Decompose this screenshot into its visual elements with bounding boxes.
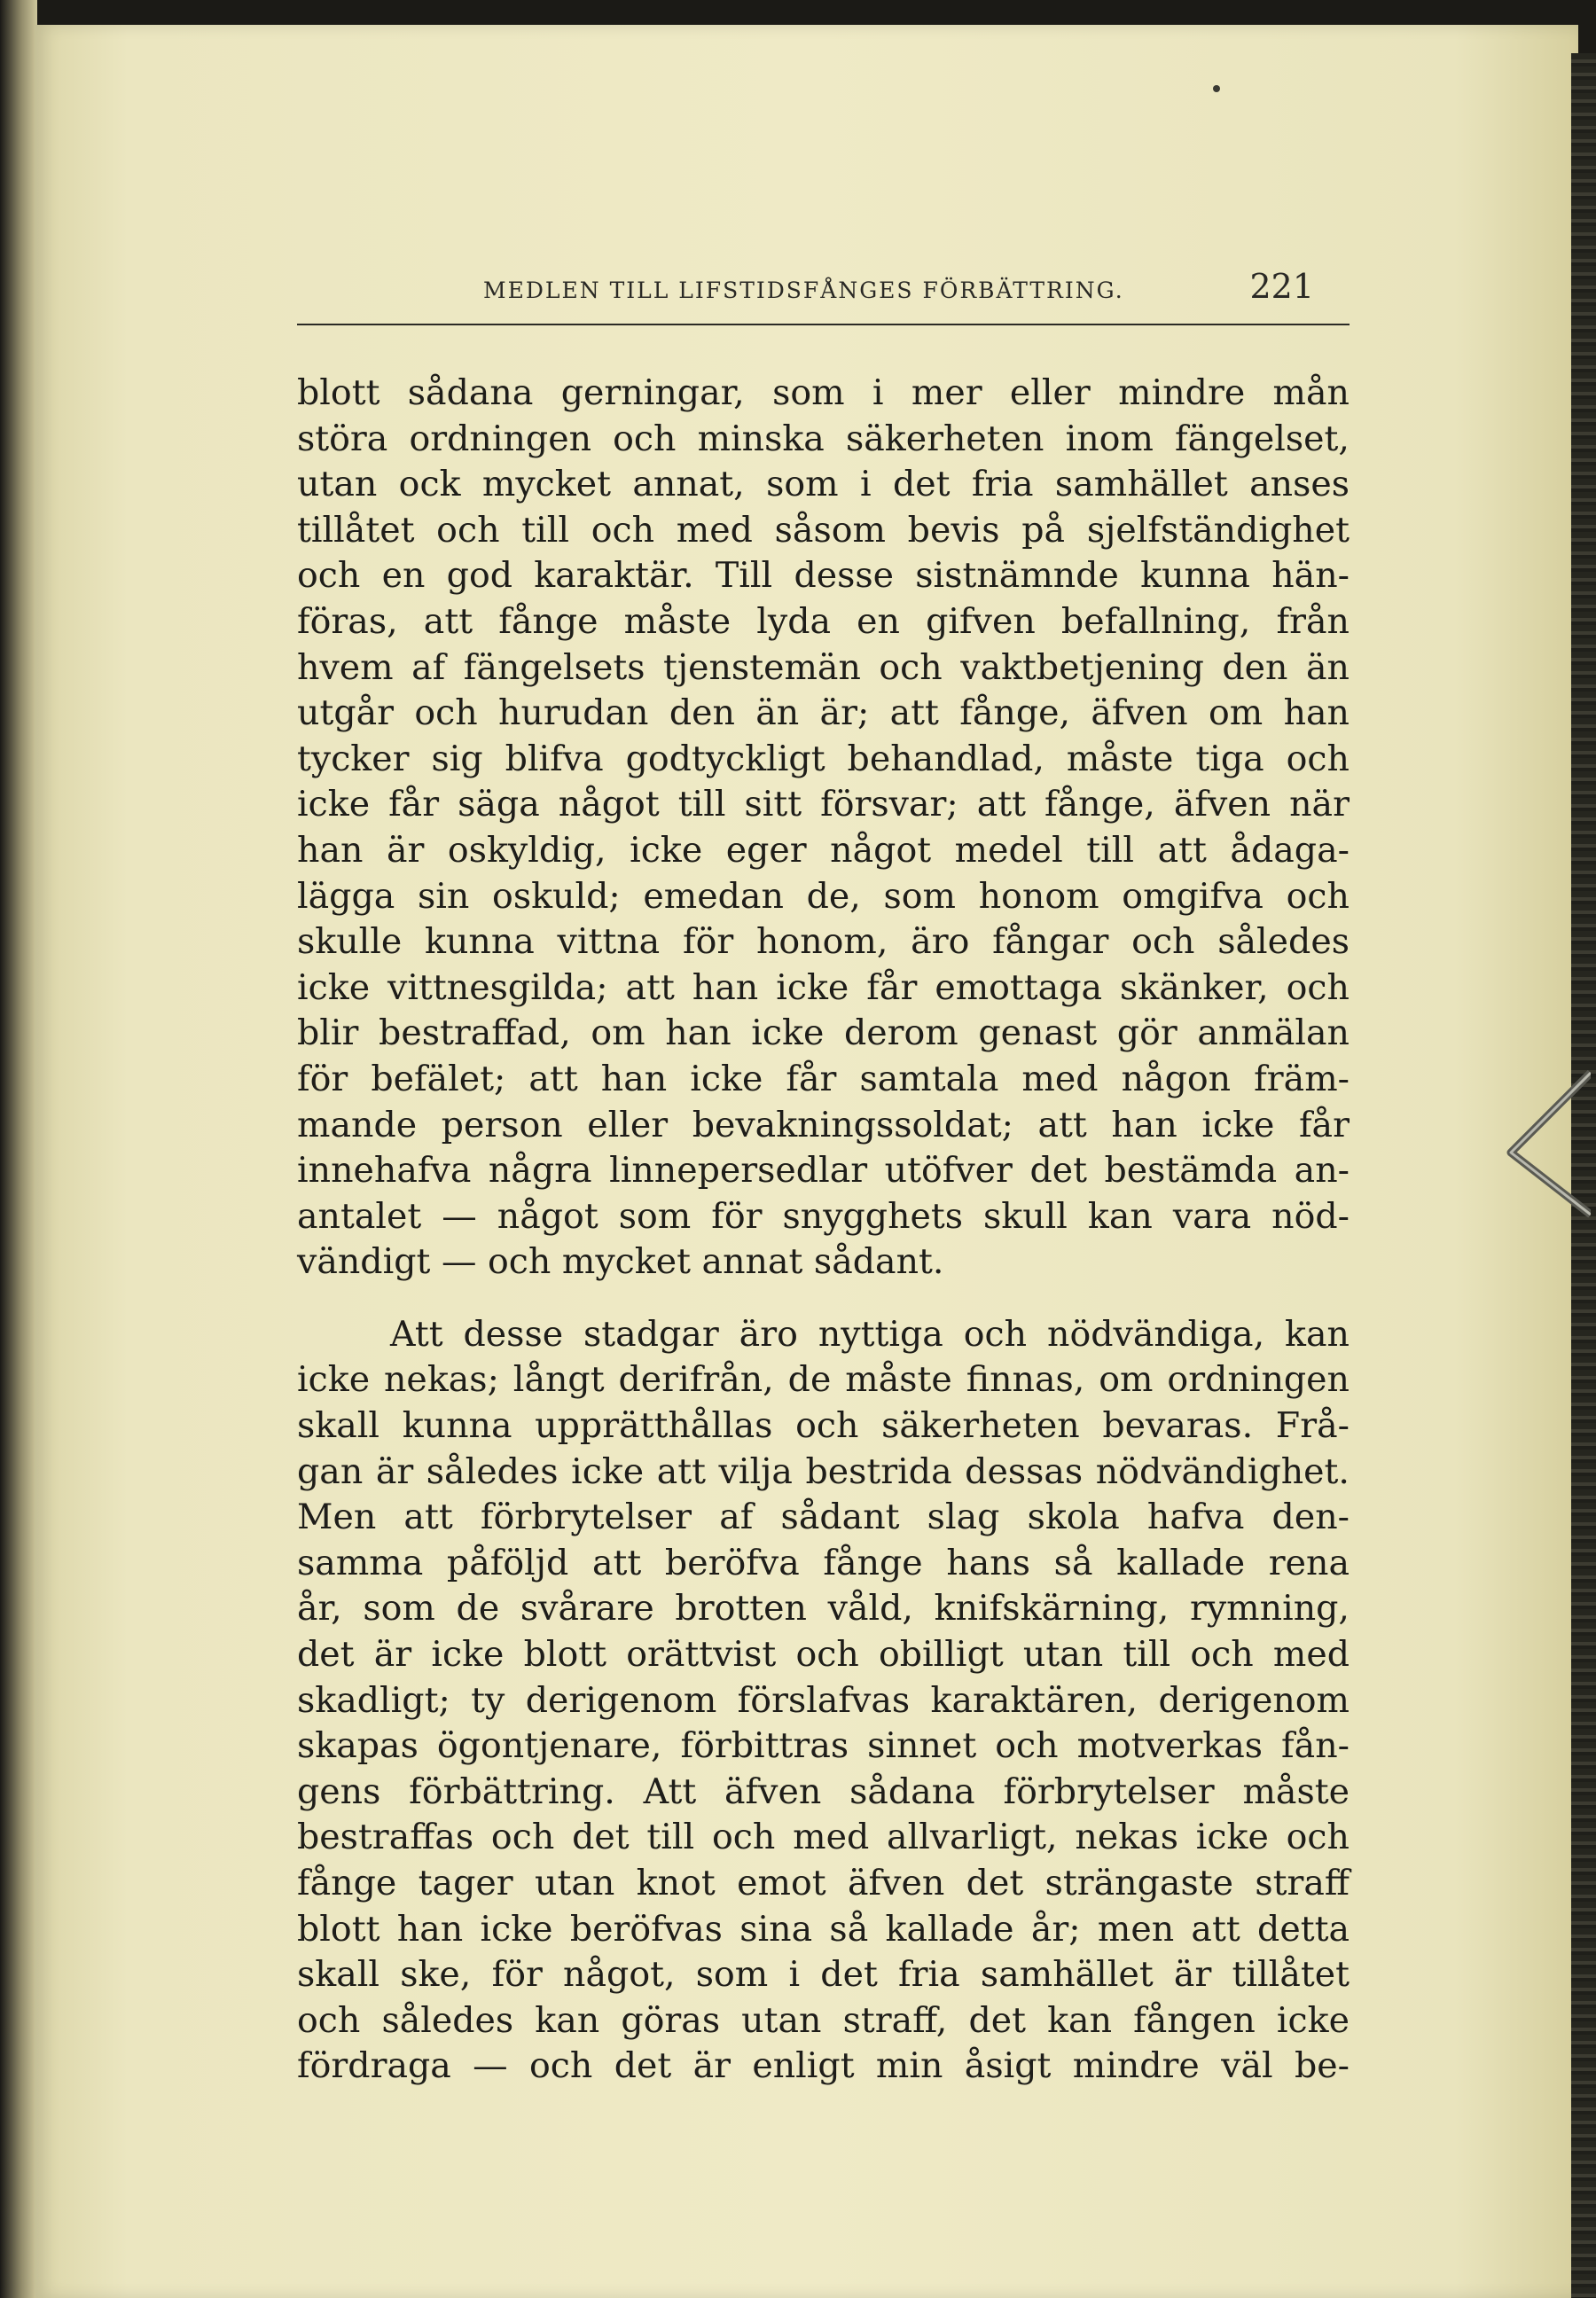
text-line: fånge tager utan knot emot äfven det strängaste straff [297,1863,1350,1903]
text-line: det är icke blott orättvist och obilligt utan till och med [297,1634,1350,1676]
text-line: år, som de svårare brotten våld, knifskärning, rymning, [297,1588,1350,1630]
text-line: blott han icke beröfvas sina så kallade år; men att detta [297,1908,1350,1950]
text-line: mande person eller bevakningssoldat; att han icke får [297,1104,1350,1145]
text-line: skapas ögontjenare, förbittras sinnet och motverkas fån- [297,1725,1350,1767]
clip-icon [1493,1064,1591,1223]
page-number: 221 [1249,267,1314,306]
text-line: fördraga — och det är enligt min åsigt mindre väl be- [297,2045,1350,2087]
text-line: samma påföljd att beröfva fånge hans så kallade rena [297,1542,1350,1583]
paragraph-2 [297,1312,1350,2090]
text-line: antalet — något som för snygghets skull kan vara nöd- [297,1195,1350,1237]
text-line: icke vittnesgilda; att han icke får emottaga skänker, och [297,966,1350,1008]
text-line: innehafva några linnepersedlar utöfver det bestämda an- [297,1150,1350,1192]
running-title: MEDLEN TILL LIFSTIDSFÅNGES FÖRBÄTTRING. [483,277,1124,303]
text-line: tillåtet och till och med såsom bevis på sjelfständighet [297,509,1350,551]
paragraph-gap [297,1286,1350,1312]
text-line: blir bestraffad, om han icke derom genast gör anmälan [297,1012,1350,1054]
text-line: och en god karaktär. Till desse sistnämnde kunna hän- [297,555,1350,597]
ink-speck [1213,85,1220,92]
text-line: skulle kunna vittna för honom, äro fångar och således [297,921,1350,963]
text-line: han är oskyldig, icke eger något medel till att ådaga- [297,829,1350,871]
text-line: skadligt; ty derigenom förslafvas karaktären, derigenom [297,1679,1350,1721]
text-line: Men att förbrytelser af sådant slag skola hafva den- [297,1497,1350,1538]
text-line: hvem af fängelsets tjenstemän och vaktbetjening den än [297,646,1350,688]
text-line: störa ordningen och minska säkerheten inom fängelset, [297,418,1350,459]
text-line: bestraffas och det till och med allvarligt, nekas icke och [297,1817,1350,1858]
text-line: föras, att fånge måste lyda en gifven befallning, från [297,600,1350,642]
text-line: för befälet; att han icke får samtala med någon främ- [297,1058,1350,1099]
text-line: skall kunna upprätthållas och säkerheten bevaras. Frå- [297,1405,1350,1447]
body-text [297,371,1350,2090]
text-line: gan är således icke att vilja bestrida dessas nödvändighet. [297,1450,1350,1492]
text-line: lägga sin oskuld; emedan de, som honom omgifva och [297,875,1350,917]
running-head [297,267,1350,325]
text-line: tycker sig blifva godtyckligt behandlad, måste tiga och [297,738,1350,779]
text-line: Att desse stadgar äro nyttiga och nödvändiga, kan [390,1313,1350,1355]
text-line: utan ock mycket annat, som i det fria samhället anses [297,464,1350,505]
book-gutter [0,0,37,2298]
text-line: icke nekas; långt derifrån, de måste finnas, om ordningen [297,1359,1350,1401]
text-line: utgår och hurudan den än är; att fånge, äfven om han [297,692,1350,734]
text-line: gens förbättring. Att äfven sådana förbrytelser måste [297,1770,1350,1812]
text-line: icke får säga något till sitt försvar; att fånge, äfven när [297,784,1350,825]
text-line: vändigt — och mycket annat sådant. [297,1241,944,1283]
text-line: skall ske, för något, som i det fria samhället är tillåtet [297,1954,1350,1996]
text-line: blott sådana gerningar, som i mer eller mindre mån [297,372,1350,413]
text-line: och således kan göras utan straff, det kan fången icke [297,1999,1350,2041]
paragraph-1 [297,371,1350,1286]
